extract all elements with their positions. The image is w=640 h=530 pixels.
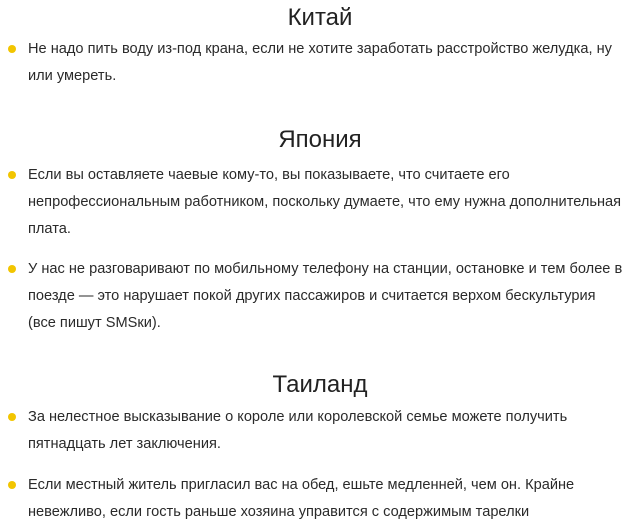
list-item-text: Если местный житель пригласил вас на обед, ешьте медленней, чем он. Крайне невежливо, если гость раньше хозяина управится с содержимым тарелки — [28, 477, 575, 520]
bullet-dot-icon — [8, 413, 16, 421]
section-title-china: Китай — [287, 4, 353, 31]
bullet-dot-icon — [8, 481, 16, 489]
bullet-dot-icon — [8, 265, 16, 273]
list-item-text: Если вы оставляете чаевые кому-то, вы показываете, что считаете его непрофессиональным работником, поскольку думаете, что ему нужна дополнительная плата. — [28, 167, 622, 237]
bullet-dot-icon — [8, 45, 16, 53]
list-item-text: За нелестное высказывание о короле или королевской семье можете получить пятнадцать лет заключения. — [28, 409, 568, 452]
list-item — [28, 256, 623, 337]
list-item-text: У нас не разговаривают по мобильному телефону на станции, остановке и тем более в поезде — это нарушает покой других пассажиров и считается верхом бескультурия (все пишут SMSки). — [28, 261, 623, 331]
bullet-dot-icon — [8, 171, 16, 179]
list-item — [28, 36, 623, 90]
section-title-japan: Япония — [278, 126, 362, 153]
list-item — [28, 404, 623, 458]
list-item — [28, 162, 623, 243]
section-title-thailand: Таиланд — [272, 371, 368, 398]
list-item — [28, 472, 623, 526]
list-item-text: Не надо пить воду из-под крана, если не хотите заработать расстройство желудка, ну или умереть. — [28, 41, 612, 84]
